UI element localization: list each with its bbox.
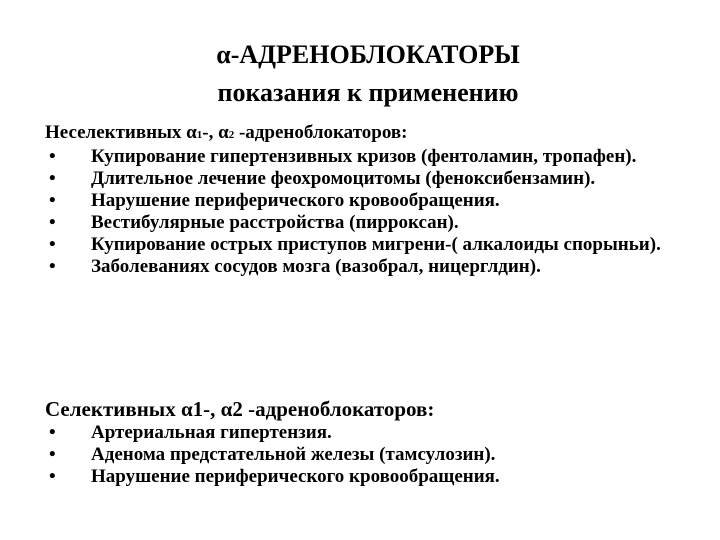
selective-heading: Селективных α1-, α2 -адреноблокаторов: xyxy=(45,397,435,421)
list-item: • Длительное лечение феохромоцитомы (феноксибензамин). xyxy=(49,168,596,189)
bullet-icon: • xyxy=(49,190,56,211)
bullet-icon: • xyxy=(49,444,56,465)
list-item: • Вестибулярные расстройства (пирроксан). xyxy=(49,212,459,233)
list-item: • Артериальная гипертензия. xyxy=(49,422,332,443)
nonselective-heading: Неселективных α1-, α2 -адреноблокаторов: xyxy=(45,122,408,143)
bullet-icon: • xyxy=(49,466,56,487)
list-item: • Заболеваниях сосудов мозга (вазобрал, ницерглдин). xyxy=(49,256,541,277)
list-item: • Купирование острых приступов мигрени-( алкалоиды спорыньи). xyxy=(49,234,661,255)
list-item: • Купирование гипертензивных кризов (фентоламин, тропафен). xyxy=(49,146,637,167)
list-item: • Нарушение периферического кровообращения. xyxy=(49,190,500,211)
selective-section xyxy=(45,396,715,488)
slide-title: α-АДРЕНОБЛОКАТОРЫ xyxy=(216,40,520,69)
list-item: • Нарушение периферического кровообращения. xyxy=(49,466,500,487)
list-item: • Аденома предстательной железы (тамсулозин). xyxy=(49,444,496,465)
slide-subtitle: показания к применению xyxy=(217,78,519,107)
bullet-icon: • xyxy=(49,422,56,443)
bullet-icon: • xyxy=(49,256,56,277)
nonselective-list xyxy=(45,146,715,278)
bullet-icon: • xyxy=(49,146,56,167)
nonselective-section xyxy=(45,122,715,278)
bullet-icon: • xyxy=(49,212,56,233)
selective-list xyxy=(45,422,715,488)
bullet-icon: • xyxy=(49,168,56,189)
bullet-icon: • xyxy=(49,234,56,255)
